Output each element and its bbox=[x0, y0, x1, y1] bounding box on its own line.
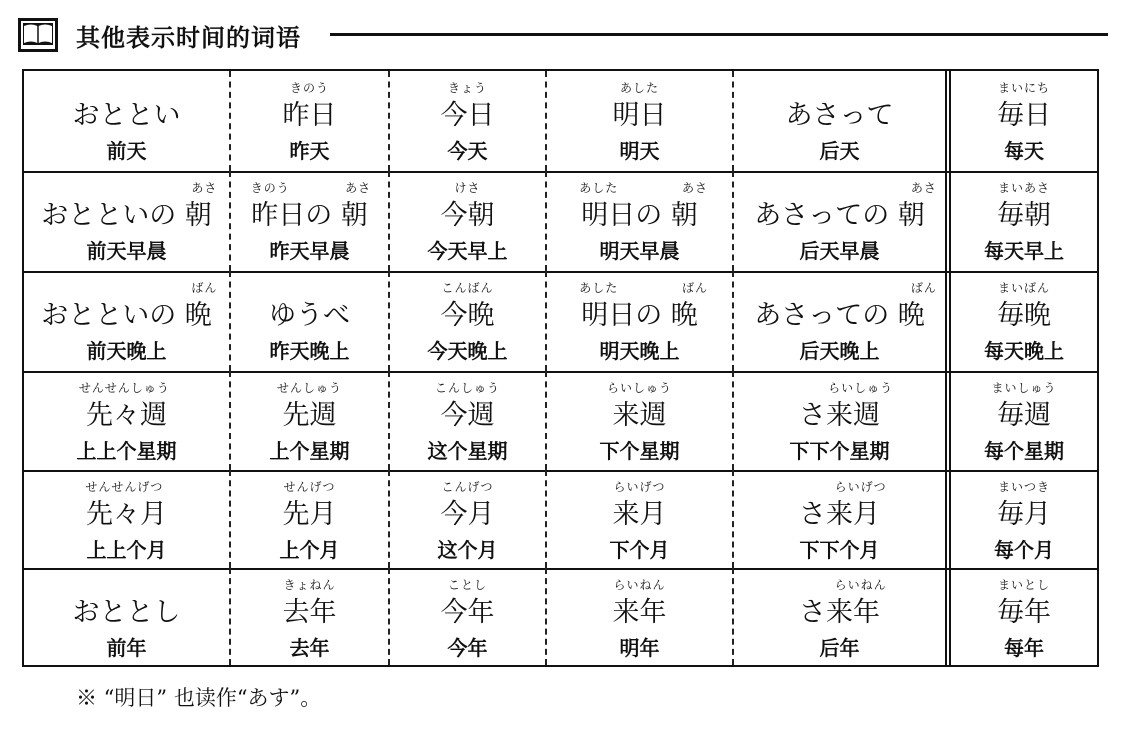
chinese-translation: 每天晚上 bbox=[984, 339, 1064, 363]
table-cell bbox=[945, 470, 1097, 568]
japanese-term: 毎月 bbox=[997, 499, 1051, 530]
table-cell bbox=[24, 371, 231, 470]
table-row bbox=[24, 71, 1097, 173]
furigana-reading: らいげつ bbox=[834, 480, 887, 494]
furigana-reading: こんばん bbox=[441, 281, 494, 295]
table-cell bbox=[24, 470, 231, 568]
furigana-reading: きのう bbox=[250, 181, 290, 195]
chinese-translation: 今年 bbox=[447, 636, 488, 660]
table-cell bbox=[390, 568, 547, 665]
furigana-reading: らいねん bbox=[834, 578, 887, 592]
japanese-term: 先月 bbox=[282, 499, 337, 530]
chinese-translation: 上个月 bbox=[279, 538, 340, 562]
table-cell bbox=[390, 71, 547, 171]
furigana-reading: ばん bbox=[681, 281, 709, 295]
japanese-term: 来月 bbox=[612, 499, 667, 530]
japanese-term: 去年 bbox=[282, 597, 337, 628]
chinese-translation: 前天早晨 bbox=[86, 239, 167, 263]
table-cell bbox=[945, 371, 1097, 470]
japanese-term: ゆうべ bbox=[269, 300, 350, 331]
section-title: 其他表示时间的词语 bbox=[76, 24, 301, 52]
table-cell bbox=[231, 171, 390, 271]
table-cell bbox=[390, 171, 547, 271]
furigana-reading: こんげつ bbox=[441, 480, 494, 494]
furigana-reading: らいしゅう bbox=[828, 381, 894, 395]
japanese-term: 来年 bbox=[612, 597, 667, 628]
time-words-table bbox=[22, 69, 1099, 667]
furigana-reading: ばん bbox=[191, 281, 218, 295]
table-cell bbox=[231, 371, 390, 470]
title-rule bbox=[330, 33, 1108, 36]
chinese-translation: 今天早上 bbox=[427, 239, 508, 263]
japanese-term: 明日 bbox=[612, 100, 667, 131]
table-cell bbox=[24, 271, 231, 371]
furigana-reading: あさ bbox=[681, 181, 709, 195]
japanese-term: おととし bbox=[72, 597, 181, 628]
table-row bbox=[24, 568, 1097, 665]
japanese-term: おととい bbox=[72, 100, 181, 131]
open-book-icon bbox=[18, 18, 58, 52]
japanese-term: 来週 bbox=[612, 400, 667, 431]
furigana-reading: こんしゅう bbox=[434, 381, 501, 395]
chinese-translation: 后天早晨 bbox=[799, 239, 880, 263]
furigana-reading: らいげつ bbox=[613, 480, 666, 494]
table-cell bbox=[734, 171, 945, 271]
table-cell bbox=[734, 470, 945, 568]
furigana-reading: まいばん bbox=[997, 281, 1051, 295]
furigana-reading: ことし bbox=[447, 578, 488, 592]
japanese-term: 明日の 晩 bbox=[581, 300, 698, 331]
chinese-translation: 每年 bbox=[1004, 636, 1044, 660]
table-row bbox=[24, 271, 1097, 373]
table-cell bbox=[547, 271, 734, 371]
furigana-reading: ばん bbox=[910, 281, 937, 295]
table-cell bbox=[734, 371, 945, 470]
table-cell bbox=[945, 171, 1097, 271]
japanese-term: 今日 bbox=[440, 100, 495, 131]
furigana-reading: きのう bbox=[289, 81, 330, 95]
japanese-term: あさっての 朝 bbox=[754, 200, 925, 231]
table-cell bbox=[231, 568, 390, 665]
japanese-term: 先々月 bbox=[86, 499, 167, 530]
table-cell bbox=[231, 71, 390, 171]
table-cell bbox=[390, 470, 547, 568]
furigana-reading: せんせんげつ bbox=[85, 480, 164, 494]
japanese-term: 先週 bbox=[282, 400, 337, 431]
chinese-translation: 每个星期 bbox=[984, 439, 1064, 463]
chinese-translation: 每个月 bbox=[994, 538, 1054, 562]
furigana-reading: まいあさ bbox=[997, 181, 1051, 195]
japanese-term: 毎日 bbox=[997, 100, 1051, 131]
furigana-reading: まいしゅう bbox=[991, 381, 1057, 395]
chinese-translation: 前天 bbox=[106, 139, 147, 163]
furigana-reading: きょねん bbox=[283, 578, 336, 592]
chinese-translation: 前年 bbox=[106, 636, 147, 660]
table-cell bbox=[547, 371, 734, 470]
chinese-translation: 后天晚上 bbox=[799, 339, 880, 363]
japanese-term: さ来月 bbox=[799, 499, 880, 530]
table-cell bbox=[231, 271, 390, 371]
table-cell bbox=[24, 171, 231, 271]
japanese-term: 昨日 bbox=[282, 100, 337, 131]
table-cell bbox=[231, 470, 390, 568]
furigana-reading: きょう bbox=[447, 81, 488, 95]
japanese-term: 昨日の 朝 bbox=[251, 200, 368, 231]
japanese-term: 今週 bbox=[440, 400, 495, 431]
table-cell bbox=[547, 71, 734, 171]
furigana-reading: せんげつ bbox=[283, 480, 336, 494]
japanese-term: 毎週 bbox=[997, 400, 1051, 431]
chinese-translation: 明年 bbox=[619, 636, 660, 660]
table-cell bbox=[945, 271, 1097, 371]
furigana-reading: あさ bbox=[191, 181, 218, 195]
japanese-term: 毎年 bbox=[997, 597, 1051, 628]
chinese-translation: 下个月 bbox=[609, 538, 670, 562]
furigana-reading: まいとし bbox=[997, 578, 1051, 592]
japanese-term: さ来年 bbox=[799, 597, 880, 628]
furigana-reading: あさ bbox=[345, 181, 372, 195]
chinese-translation: 下下个月 bbox=[799, 538, 880, 562]
furigana-reading: せんしゅう bbox=[276, 381, 343, 395]
japanese-term: 毎朝 bbox=[997, 200, 1051, 231]
japanese-term: 明日の 朝 bbox=[581, 200, 698, 231]
footnote: ※ “明日” 也读作“あす”。 bbox=[76, 686, 322, 710]
table-cell bbox=[547, 171, 734, 271]
chinese-translation: 昨天 bbox=[289, 139, 330, 163]
chinese-translation: 明天晚上 bbox=[599, 339, 680, 363]
chinese-translation: 下个星期 bbox=[599, 439, 680, 463]
furigana-reading: らいねん bbox=[613, 578, 666, 592]
furigana-reading: あした bbox=[579, 181, 619, 195]
table-row bbox=[24, 171, 1097, 273]
chinese-translation: 明天 bbox=[619, 139, 660, 163]
chinese-translation: 这个星期 bbox=[427, 439, 508, 463]
chinese-translation: 明天早晨 bbox=[599, 239, 680, 263]
table-cell bbox=[24, 568, 231, 665]
japanese-term: 今年 bbox=[440, 597, 495, 628]
table-cell bbox=[734, 568, 945, 665]
furigana-reading: あさ bbox=[910, 181, 937, 195]
chinese-translation: 每天早上 bbox=[984, 239, 1064, 263]
chinese-translation: 后天 bbox=[819, 139, 860, 163]
japanese-term: 今月 bbox=[440, 499, 495, 530]
japanese-term: 先々週 bbox=[86, 400, 167, 431]
furigana-reading: せんせんしゅう bbox=[78, 381, 170, 395]
japanese-term: 今朝 bbox=[440, 200, 495, 231]
section-header bbox=[18, 14, 1108, 54]
table-cell bbox=[734, 71, 945, 171]
table-cell bbox=[24, 71, 231, 171]
table-cell bbox=[945, 71, 1097, 171]
table-row bbox=[24, 470, 1097, 570]
chinese-translation: 上个星期 bbox=[269, 439, 350, 463]
furigana-reading: らいしゅう bbox=[606, 381, 673, 395]
chinese-translation: 这个月 bbox=[437, 538, 498, 562]
chinese-translation: 每天 bbox=[1004, 139, 1044, 163]
japanese-term: おとといの 晩 bbox=[41, 300, 212, 331]
chinese-translation: 上上个星期 bbox=[76, 439, 177, 463]
chinese-translation: 今天晚上 bbox=[427, 339, 508, 363]
furigana-reading: あした bbox=[579, 281, 619, 295]
table-cell bbox=[547, 568, 734, 665]
chinese-translation: 后年 bbox=[819, 636, 860, 660]
japanese-term: おとといの 朝 bbox=[41, 200, 212, 231]
chinese-translation: 下下个星期 bbox=[789, 439, 890, 463]
furigana-reading: あした bbox=[619, 81, 660, 95]
furigana-reading: まいにち bbox=[997, 81, 1051, 95]
chinese-translation: 今天 bbox=[447, 139, 488, 163]
japanese-term: 今晩 bbox=[440, 300, 495, 331]
chinese-translation: 去年 bbox=[289, 636, 330, 660]
chinese-translation: 上上个月 bbox=[86, 538, 167, 562]
table-cell bbox=[390, 371, 547, 470]
furigana-reading: けさ bbox=[454, 181, 481, 195]
table-cell bbox=[945, 568, 1097, 665]
table-row bbox=[24, 371, 1097, 472]
table-cell bbox=[547, 470, 734, 568]
furigana-reading: まいつき bbox=[997, 480, 1051, 494]
chinese-translation: 前天晚上 bbox=[86, 339, 167, 363]
chinese-translation: 昨天早晨 bbox=[269, 239, 350, 263]
japanese-term: あさって bbox=[785, 100, 894, 131]
japanese-term: 毎晩 bbox=[997, 300, 1051, 331]
japanese-term: さ来週 bbox=[799, 400, 880, 431]
japanese-term: あさっての 晩 bbox=[754, 300, 925, 331]
table-cell bbox=[734, 271, 945, 371]
chinese-translation: 昨天晚上 bbox=[269, 339, 350, 363]
table-cell bbox=[390, 271, 547, 371]
